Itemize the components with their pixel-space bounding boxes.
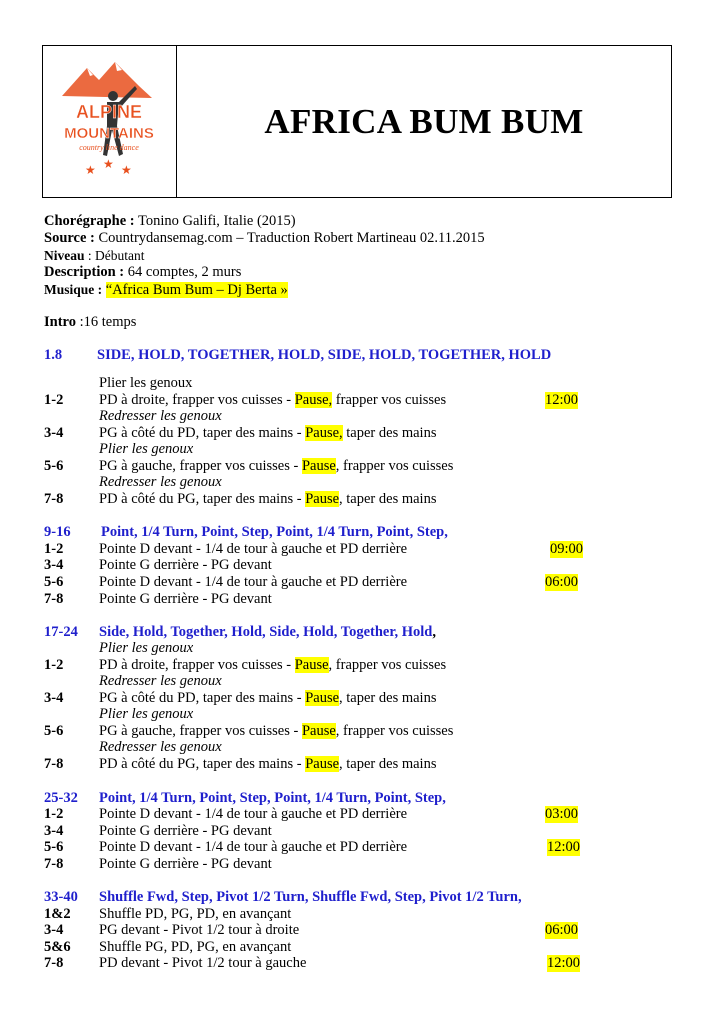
svg-text:★: ★ <box>85 163 96 177</box>
intro-label: Intro <box>44 314 76 330</box>
description-value: 64 comptes, 2 murs <box>124 264 242 280</box>
source-value: Countrydansemag.com – Traduction Robert Martineau 02.11.2015 <box>94 230 485 246</box>
step-text: Shuffle PD, PG, PD, en avançant <box>99 906 292 922</box>
logo-line-1: ALPINE <box>75 102 143 122</box>
step-text: Pointe G derrière - PG devant <box>99 823 272 839</box>
source-line <box>44 230 485 247</box>
section-25-32-id: 25-32 <box>44 790 78 806</box>
step-count: 1-2 <box>44 657 64 673</box>
step-time: 06:00 <box>545 922 579 938</box>
step-text: Pointe D devant - 1/4 de tour à gauche et PD derrière <box>99 541 408 557</box>
step-text: Pointe D devant - 1/4 de tour à gauche et PD derrière <box>99 574 408 590</box>
musique-value: “Africa Bum Bum – Dj Berta » <box>105 282 288 298</box>
step-count: 7-8 <box>44 756 64 772</box>
step-note: Redresser les genoux <box>99 739 222 755</box>
section-17-24-pre-note: Plier les genoux <box>99 640 194 656</box>
step-text: PD à droite, frapper vos cuisses - Pause, frapper vos cuisses <box>99 392 447 408</box>
step-text: PG devant - Pivot 1/2 tour à droite <box>99 922 300 938</box>
choreographer-value: Tonino Galifi, Italie (2015) <box>134 213 296 229</box>
step-time: 12:00 <box>545 392 579 408</box>
header-box <box>42 45 672 198</box>
step-count: 7-8 <box>44 591 64 607</box>
step-count: 3-4 <box>44 557 64 573</box>
step-time: 12:00 <box>547 955 581 971</box>
step-text: Shuffle PG, PD, PG, en avançant <box>99 939 292 955</box>
step-count: 1&2 <box>44 906 71 922</box>
step-time: 12:00 <box>547 839 581 855</box>
section-9-16-title: Point, 1/4 Turn, Point, Step, Point, 1/4 Turn, Point, Step, <box>101 524 448 540</box>
page-title: AFRICA BUM BUM <box>264 101 584 141</box>
svg-text:★: ★ <box>121 163 132 177</box>
musique-line <box>44 281 288 299</box>
logo-line-3: country line dance <box>79 143 139 152</box>
step-count: 7-8 <box>44 856 64 872</box>
step-note: Plier les genoux <box>99 706 194 722</box>
step-count: 1-2 <box>44 392 64 408</box>
step-count: 3-4 <box>44 922 64 938</box>
step-text: PD devant - Pivot 1/2 tour à gauche <box>99 955 307 971</box>
step-text: PD à côté du PG, taper des mains - Pause, taper des mains <box>99 756 437 772</box>
source-label: Source : <box>44 230 95 246</box>
niveau-label: Niveau <box>44 248 85 263</box>
step-note: Redresser les genoux <box>99 408 222 424</box>
svg-text:★: ★ <box>103 157 114 171</box>
step-time: 03:00 <box>545 806 579 822</box>
step-count: 7-8 <box>44 955 64 971</box>
musique-label: Musique : <box>44 282 103 297</box>
description-line <box>44 264 241 281</box>
step-count: 3-4 <box>44 823 64 839</box>
step-time: 09:00 <box>550 541 584 557</box>
step-text: PG à côté du PD, taper des mains - Pause, taper des mains <box>99 425 437 441</box>
step-time: 06:00 <box>545 574 579 590</box>
section-1-8-id: 1.8 <box>44 347 63 363</box>
step-text: Pointe G derrière - PG devant <box>99 856 272 872</box>
intro-value: :16 temps <box>75 314 137 330</box>
logo-line-2: MOUNTAINS <box>64 125 154 142</box>
step-count: 5-6 <box>44 723 64 739</box>
step-text: PD à droite, frapper vos cuisses - Pause, frapper vos cuisses <box>99 657 447 673</box>
step-note: Redresser les genoux <box>99 673 222 689</box>
choreographer-label: Chorégraphe : <box>44 213 135 229</box>
step-text: PD à côté du PG, taper des mains - Pause, taper des mains <box>99 491 437 507</box>
step-count: 5-6 <box>44 574 64 590</box>
section-1-8-title: SIDE, HOLD, TOGETHER, HOLD, SIDE, HOLD, TOGETHER, HOLD <box>97 347 552 363</box>
intro-line <box>44 314 136 331</box>
section-33-40-title: Shuffle Fwd, Step, Pivot 1/2 Turn, Shuffle Fwd, Step, Pivot 1/2 Turn, <box>99 889 522 905</box>
step-note: Redresser les genoux <box>99 474 222 490</box>
step-count: 3-4 <box>44 690 64 706</box>
step-count: 5-6 <box>44 839 64 855</box>
step-text: Pointe D devant - 1/4 de tour à gauche et PD derrière <box>99 806 408 822</box>
section-1-8-pre-note: Plier les genoux <box>99 375 193 391</box>
section-9-16-id: 9-16 <box>44 524 71 540</box>
description-label: Description : <box>44 264 125 280</box>
section-25-32-title: Point, 1/4 Turn, Point, Step, Point, 1/4 Turn, Point, Step, <box>99 790 446 806</box>
section-17-24-title: Side, Hold, Together, Hold, Side, Hold, Together, Hold, <box>99 624 436 640</box>
step-count: 3-4 <box>44 425 64 441</box>
step-count: 1-2 <box>44 806 64 822</box>
alpine-mountains-logo <box>57 56 162 188</box>
logo-cell <box>43 46 177 197</box>
step-count: 5-6 <box>44 458 64 474</box>
step-text: PG à gauche, frapper vos cuisses - Pause, frapper vos cuisses <box>99 723 454 739</box>
step-count: 5&6 <box>44 939 71 955</box>
step-text: Pointe D devant - 1/4 de tour à gauche et PD derrière <box>99 839 408 855</box>
step-text: PG à côté du PD, taper des mains - Pause, taper des mains <box>99 690 437 706</box>
step-text: Pointe G derrière - PG devant <box>99 557 272 573</box>
step-count: 1-2 <box>44 541 64 557</box>
step-text: PG à gauche, frapper vos cuisses - Pause, frapper vos cuisses <box>99 458 454 474</box>
step-text: Pointe G derrière - PG devant <box>99 591 272 607</box>
step-note: Plier les genoux <box>99 441 194 457</box>
section-33-40-id: 33-40 <box>44 889 78 905</box>
step-count: 7-8 <box>44 491 64 507</box>
section-17-24-id: 17-24 <box>44 624 78 640</box>
choreographer-line <box>44 213 296 230</box>
niveau-line <box>44 247 145 264</box>
niveau-value: : Débutant <box>84 248 145 263</box>
